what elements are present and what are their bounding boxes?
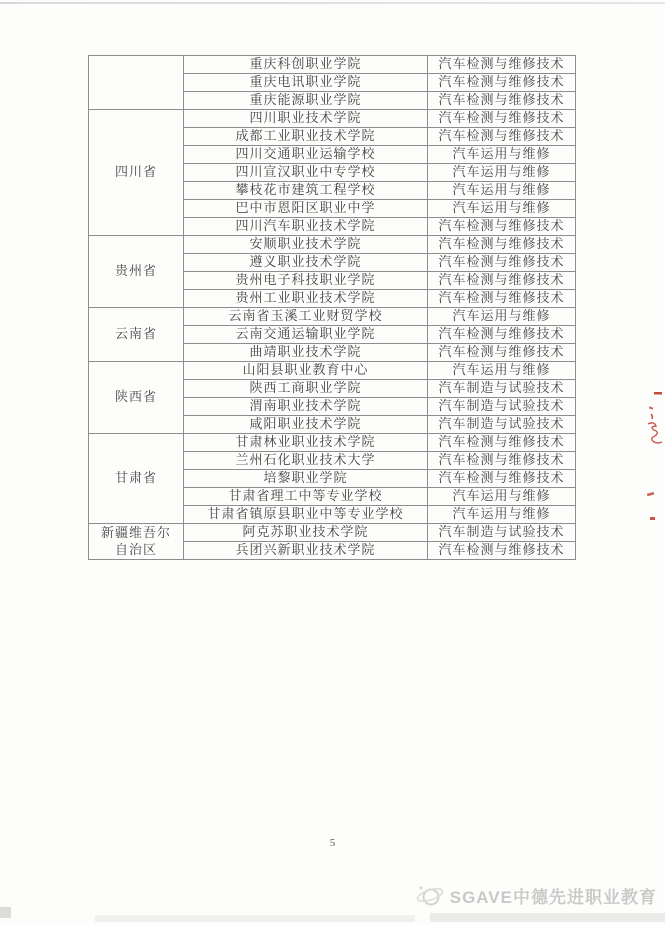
school-cell: 阿克苏职业技术学院 xyxy=(184,524,428,542)
table-row xyxy=(89,110,576,128)
school-cell: 甘肃省理工中等专业学校 xyxy=(184,488,428,506)
major-cell: 汽车运用与维修 xyxy=(428,488,576,506)
major-cell: 汽车制造与试验技术 xyxy=(428,398,576,416)
table-row xyxy=(89,236,576,254)
footer-watermark xyxy=(415,880,657,910)
major-cell: 汽车制造与试验技术 xyxy=(428,380,576,398)
school-cell: 重庆能源职业学院 xyxy=(184,92,428,110)
school-cell: 咸阳职业技术学院 xyxy=(184,416,428,434)
major-cell: 汽车检测与维修技术 xyxy=(428,434,576,452)
school-major-table xyxy=(88,55,576,560)
province-cell: 云南省 xyxy=(89,308,184,362)
table-row xyxy=(89,524,576,542)
page-number: 5 xyxy=(329,837,336,849)
table-row xyxy=(89,362,576,380)
school-cell: 攀枝花市建筑工程学校 xyxy=(184,182,428,200)
school-cell: 成都工业职业技术学院 xyxy=(184,128,428,146)
major-cell: 汽车检测与维修技术 xyxy=(428,452,576,470)
major-cell: 汽车检测与维修技术 xyxy=(428,470,576,488)
school-cell: 甘肃林业职业技术学院 xyxy=(184,434,428,452)
footer-brand-text: SGAVE中德先进职业教育 xyxy=(449,887,657,907)
major-cell: 汽车运用与维修 xyxy=(428,506,576,524)
school-cell: 四川汽车职业技术学院 xyxy=(184,218,428,236)
sgave-logo-icon xyxy=(415,880,445,910)
major-cell: 汽车检测与维修技术 xyxy=(428,326,576,344)
school-cell: 云南交通运输职业学院 xyxy=(184,326,428,344)
major-cell: 汽车检测与维修技术 xyxy=(428,218,576,236)
major-cell: 汽车运用与维修 xyxy=(428,182,576,200)
province-cell: 甘肃省 xyxy=(89,434,184,524)
major-cell: 汽车检测与维修技术 xyxy=(428,542,576,560)
school-cell: 兵团兴新职业技术学院 xyxy=(184,542,428,560)
school-major-table-body xyxy=(89,56,576,560)
school-cell: 贵州工业职业技术学院 xyxy=(184,290,428,308)
province-cell: 新疆维吾尔 自治区 xyxy=(89,524,184,560)
major-cell: 汽车检测与维修技术 xyxy=(428,92,576,110)
major-cell: 汽车检测与维修技术 xyxy=(428,254,576,272)
school-cell: 曲靖职业技术学院 xyxy=(184,344,428,362)
school-cell: 四川交通职业运输学校 xyxy=(184,146,428,164)
scan-artifact-bottom-strip xyxy=(430,913,665,922)
school-cell: 山阳县职业教育中心 xyxy=(184,362,428,380)
scan-artifact-top-line xyxy=(0,2,665,4)
school-cell: 四川宣汉职业中专学校 xyxy=(184,164,428,182)
table-row xyxy=(89,56,576,74)
province-cell: 陕西省 xyxy=(89,362,184,434)
major-cell: 汽车检测与维修技术 xyxy=(428,272,576,290)
major-cell: 汽车检测与维修技术 xyxy=(428,236,576,254)
school-cell: 培黎职业学院 xyxy=(184,470,428,488)
province-cell xyxy=(89,56,184,110)
school-cell: 重庆电讯职业学院 xyxy=(184,74,428,92)
major-cell: 汽车检测与维修技术 xyxy=(428,110,576,128)
major-cell: 汽车检测与维修技术 xyxy=(428,128,576,146)
table-row xyxy=(89,434,576,452)
scan-artifact-bottom-strip xyxy=(95,915,415,922)
major-cell: 汽车检测与维修技术 xyxy=(428,344,576,362)
scan-artifact-corner-mark xyxy=(0,907,11,918)
major-cell: 汽车检测与维修技术 xyxy=(428,290,576,308)
school-cell: 四川职业技术学院 xyxy=(184,110,428,128)
province-cell: 四川省 xyxy=(89,110,184,236)
major-cell: 汽车运用与维修 xyxy=(428,200,576,218)
province-cell: 贵州省 xyxy=(89,236,184,308)
school-cell: 贵州电子科技职业学院 xyxy=(184,272,428,290)
major-cell: 汽车制造与试验技术 xyxy=(428,416,576,434)
major-cell: 汽车运用与维修 xyxy=(428,146,576,164)
school-cell: 甘肃省镇原县职业中等专业学校 xyxy=(184,506,428,524)
red-pen-marks xyxy=(638,388,665,528)
school-cell: 云南省玉溪工业财贸学校 xyxy=(184,308,428,326)
major-cell: 汽车运用与维修 xyxy=(428,308,576,326)
school-cell: 遵义职业技术学院 xyxy=(184,254,428,272)
school-cell: 重庆科创职业学院 xyxy=(184,56,428,74)
major-cell: 汽车制造与试验技术 xyxy=(428,524,576,542)
major-cell: 汽车检测与维修技术 xyxy=(428,74,576,92)
school-cell: 渭南职业技术学院 xyxy=(184,398,428,416)
school-cell: 安顺职业技术学院 xyxy=(184,236,428,254)
table-row xyxy=(89,308,576,326)
major-cell: 汽车检测与维修技术 xyxy=(428,56,576,74)
school-cell: 兰州石化职业技术大学 xyxy=(184,452,428,470)
major-cell: 汽车运用与维修 xyxy=(428,362,576,380)
school-cell: 巴中市恩阳区职业中学 xyxy=(184,200,428,218)
school-cell: 陕西工商职业学院 xyxy=(184,380,428,398)
major-cell: 汽车运用与维修 xyxy=(428,164,576,182)
